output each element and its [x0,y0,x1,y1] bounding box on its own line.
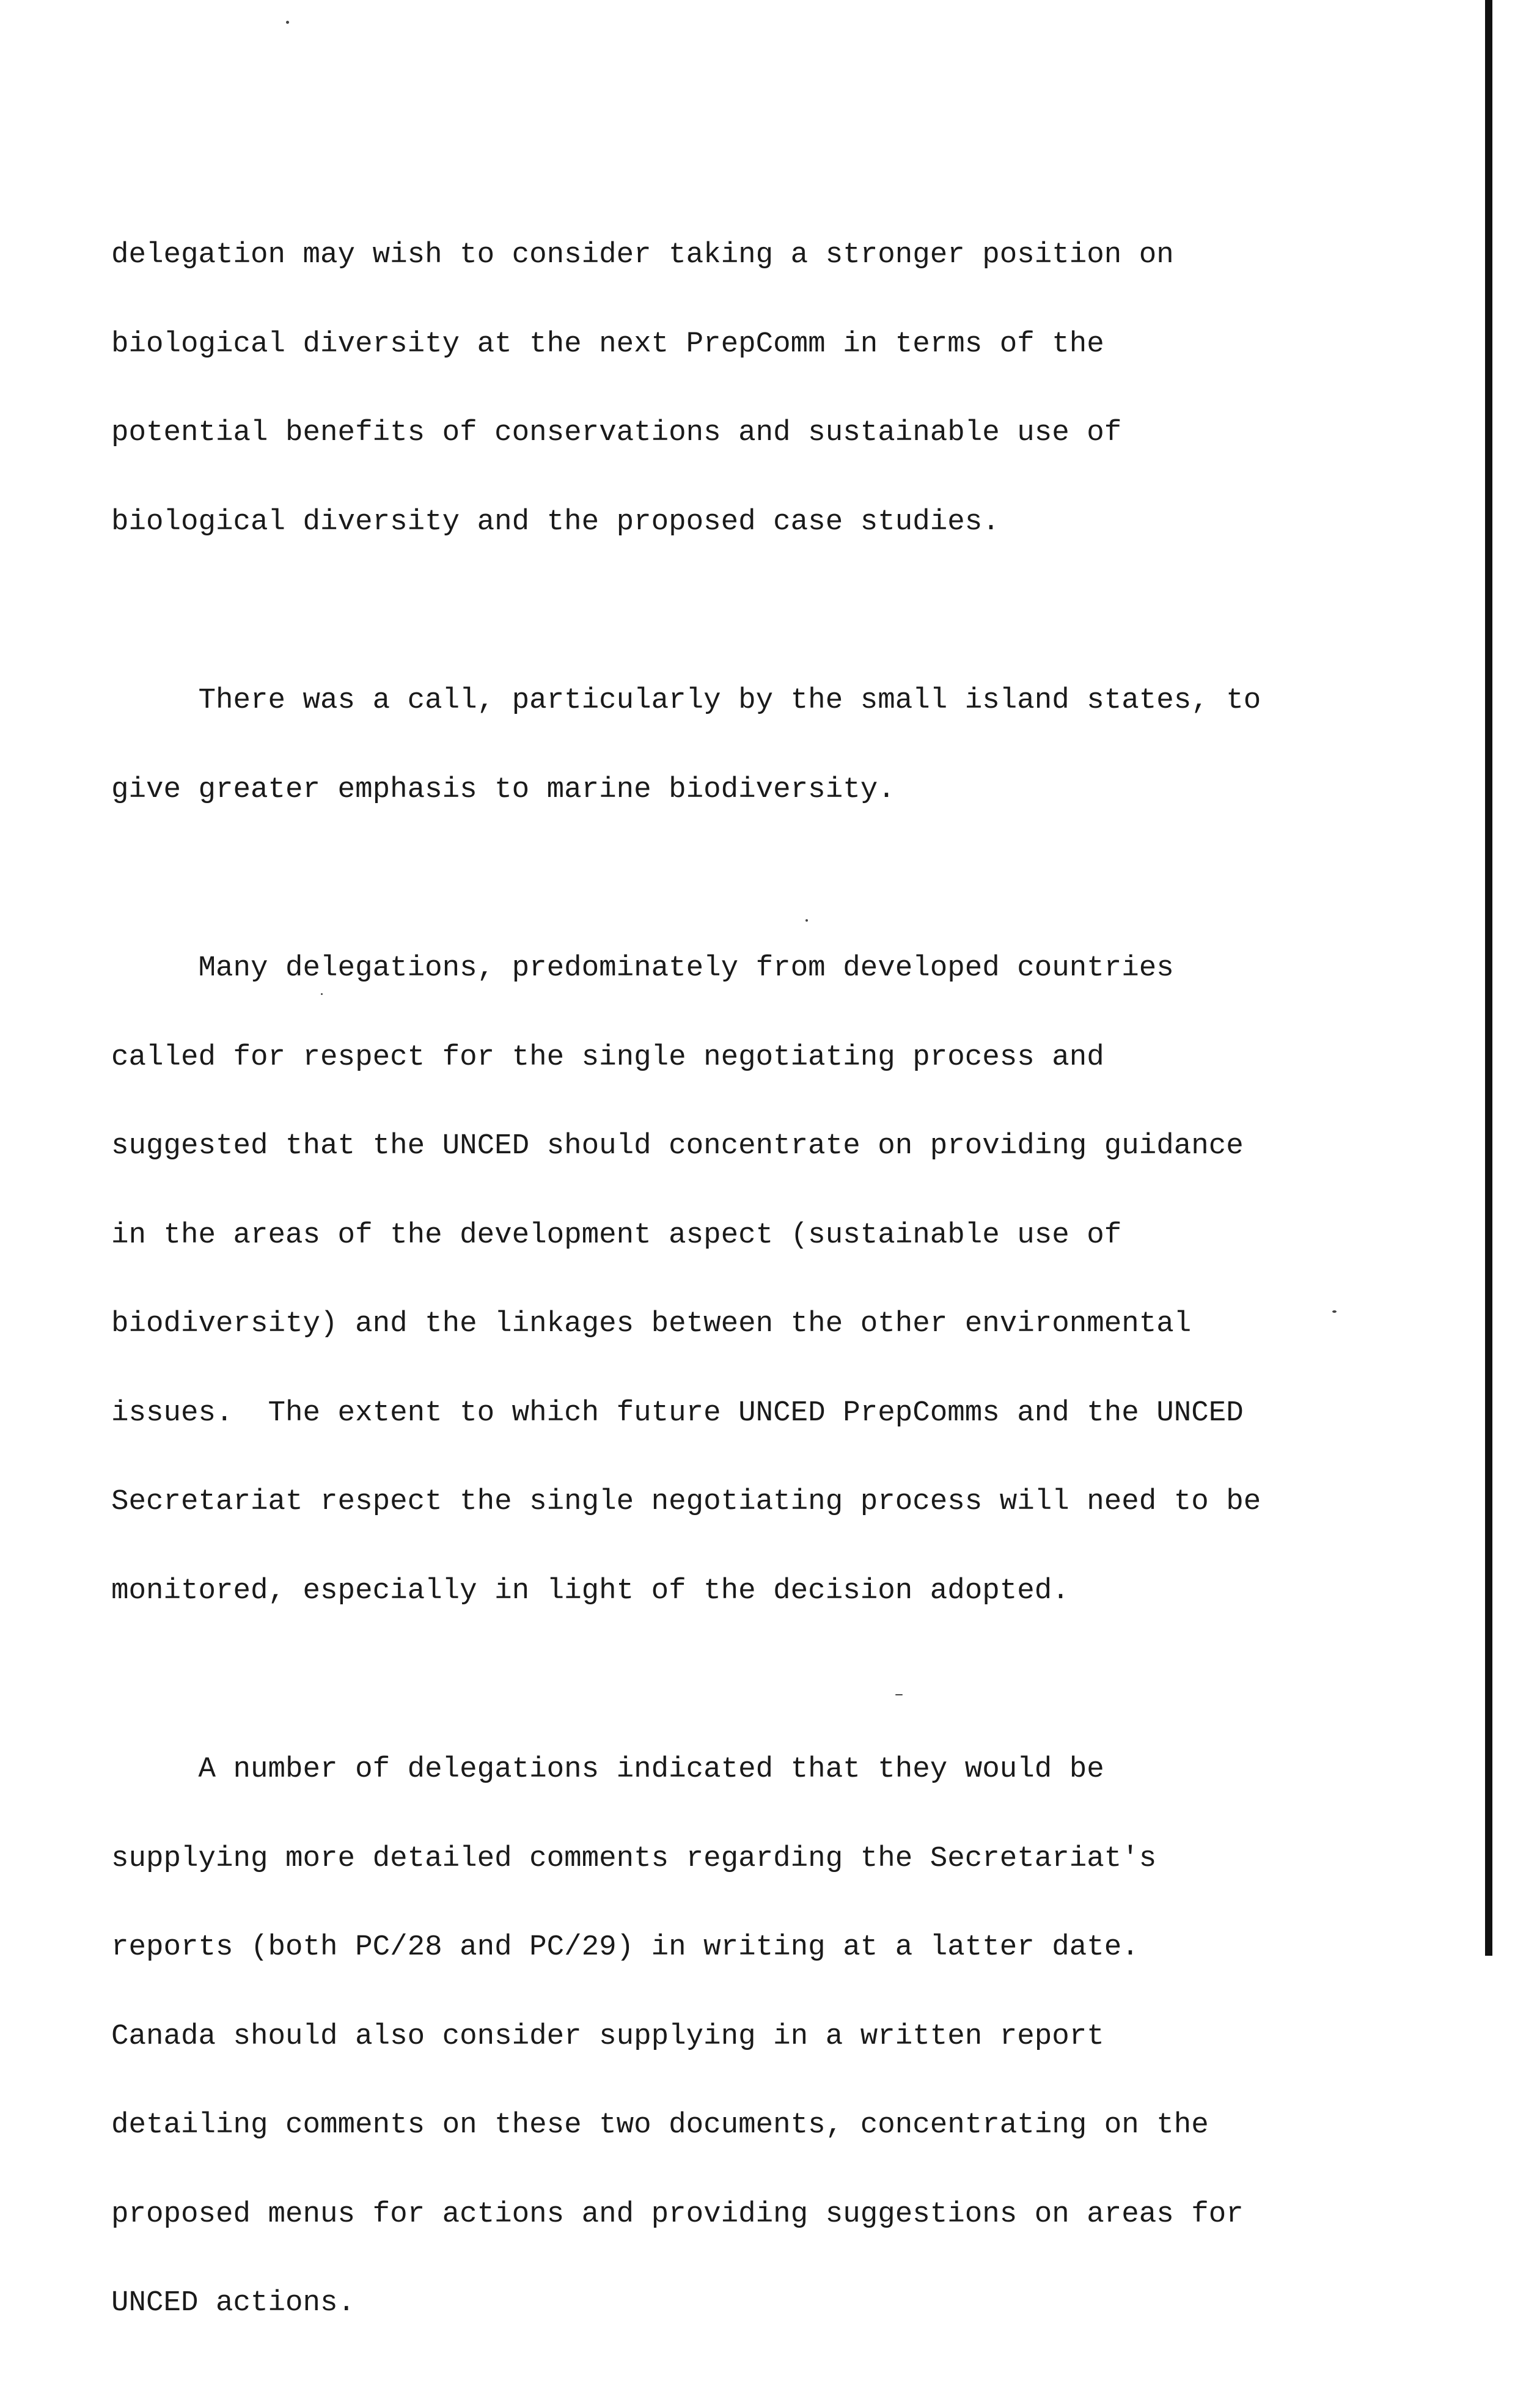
text-line: issues. The extent to which future UNCED PrepComms and the UNCED [111,1396,1244,1430]
text-line: Secretariat respect the single negotiating process will need to be [111,1485,1261,1518]
text-line: give greater emphasis to marine biodiversity. [111,773,895,806]
text-line: reports (both PC/28 and PC/29) in writing at a latter date. [111,1931,1139,1964]
text-line: supplying more detailed comments regarding the Secretariat's [111,1841,1157,1875]
paragraph-biodiversity-position [111,181,1333,596]
text-line: detailing comments on these two documents, concentrating on the [111,2109,1209,2142]
scan-speck [1332,1310,1337,1313]
text-line: in the areas of the development aspect (sustainable use of [111,1218,1122,1252]
paragraph-negotiating-process [111,894,1333,1665]
text-line: monitored, especially in light of the decision adopted. [111,1574,1069,1607]
text-line: called for respect for the single negotiating process and [111,1040,1104,1074]
text-line: Many delegations, predominately from developed countries [111,952,1174,985]
text-line: A number of delegations indicated that they would be [111,1753,1104,1786]
text-line: biodiversity) and the linkages between the other environmental [111,1307,1192,1340]
text-line: potential benefits of conservations and sustainable use of [111,416,1122,449]
scan-margin [1492,0,1515,1956]
text-line: UNCED actions. [111,2286,356,2319]
text-line: delegation may wish to consider taking a stronger position on [111,238,1174,271]
scan-speck [321,993,323,995]
text-line: There was a call, particularly by the small island states, to [111,684,1261,717]
text-line: Canada should also consider supplying in a written report [111,2019,1104,2053]
text-line: biological diversity at the next PrepComm in terms of the [111,327,1104,361]
paragraph-written-comments [111,1695,1333,2377]
scan-speck [805,919,808,922]
scan-border-edge [1485,0,1492,1956]
text-line: biological diversity and the proposed case studies. [111,505,1000,538]
document-body [111,181,1333,2408]
text-line: suggested that the UNCED should concentrate on providing guidance [111,1129,1244,1162]
text-line: proposed menus for actions and providing suggestions on areas for [111,2197,1244,2231]
paragraph-marine-biodiversity [111,626,1333,864]
scan-speck [286,21,289,24]
scan-speck [895,1694,903,1695]
